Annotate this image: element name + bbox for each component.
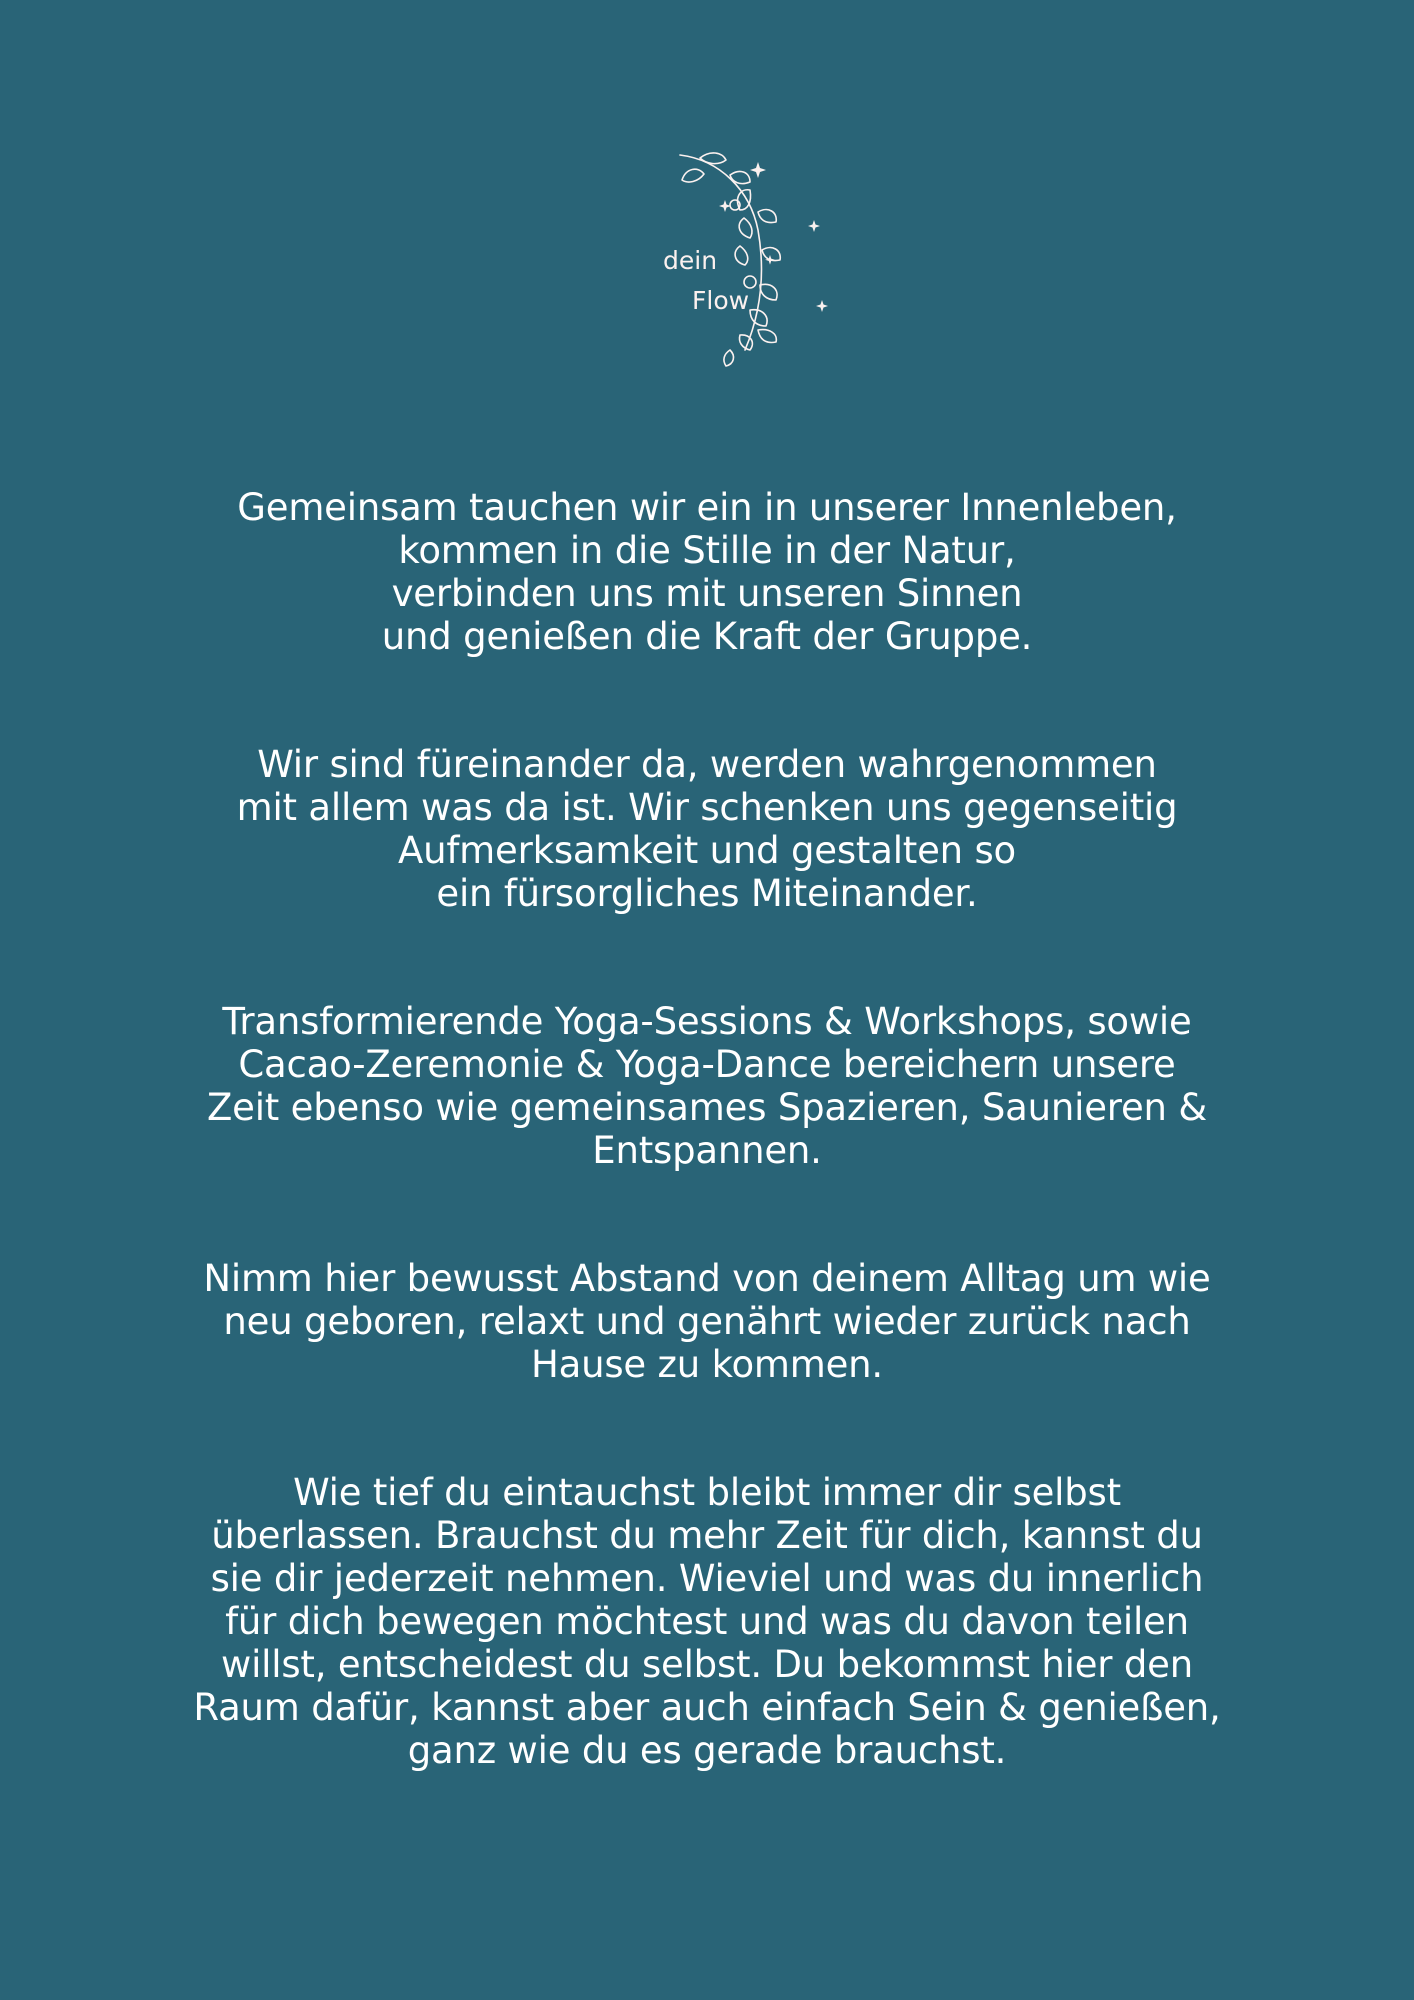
paragraph <box>100 1257 1314 1386</box>
text-line: verbinden uns mit unseren Sinnen <box>391 572 1023 615</box>
text-line: ganz wie du es gerade brauchst. <box>407 1729 1007 1772</box>
text-line: Entspannen. <box>592 1129 822 1172</box>
paragraph <box>100 1000 1314 1172</box>
text-line: Transformierende Yoga-Sessions & Workshops, sowie <box>222 1000 1192 1043</box>
text-line: Hause zu kommen. <box>531 1343 883 1386</box>
paragraph <box>100 486 1314 658</box>
text-line: für dich bewegen möchtest und was du davon teilen <box>225 1600 1189 1643</box>
text-line: kommen in die Stille in der Natur, <box>398 529 1016 572</box>
text-line: sie dir jederzeit nehmen. Wieviel und was du innerlich <box>210 1557 1204 1600</box>
paragraph <box>100 1471 1314 1772</box>
dein-flow-logo <box>590 150 840 390</box>
text-line: Raum dafür, kannst aber auch einfach Sein & genießen, <box>193 1686 1221 1729</box>
logo-word-dein: dein <box>663 246 718 275</box>
text-line: Nimm hier bewusst Abstand von deinem Alltag um wie <box>203 1257 1211 1300</box>
text-line: Aufmerksamkeit und gestalten so <box>398 829 1016 872</box>
text-line: Cacao-Zeremonie & Yoga-Dance bereichern unsere <box>238 1043 1176 1086</box>
text-line: und genießen die Kraft der Gruppe. <box>381 615 1033 658</box>
logo-word-flow: Flow <box>692 286 750 315</box>
paragraph <box>100 743 1314 915</box>
text-line: willst, entscheidest du selbst. Du bekommst hier den <box>221 1643 1193 1686</box>
intro-text <box>100 486 1314 1857</box>
text-line: neu geboren, relaxt und genährt wieder zurück nach <box>223 1300 1191 1343</box>
text-line: ein fürsorgliches Miteinander. <box>436 872 978 915</box>
text-line: Wie tief du eintauchst bleibt immer dir selbst <box>293 1471 1121 1514</box>
text-line: Gemeinsam tauchen wir ein in unserer Innenleben, <box>237 486 1177 529</box>
text-line: überlassen. Brauchst du mehr Zeit für dich, kannst du <box>211 1514 1203 1557</box>
text-line: mit allem was da ist. Wir schenken uns gegenseitig <box>236 786 1178 829</box>
text-line: Zeit ebenso wie gemeinsames Spazieren, Saunieren & <box>206 1086 1208 1129</box>
text-line: Wir sind füreinander da, werden wahrgenommen <box>257 743 1157 786</box>
